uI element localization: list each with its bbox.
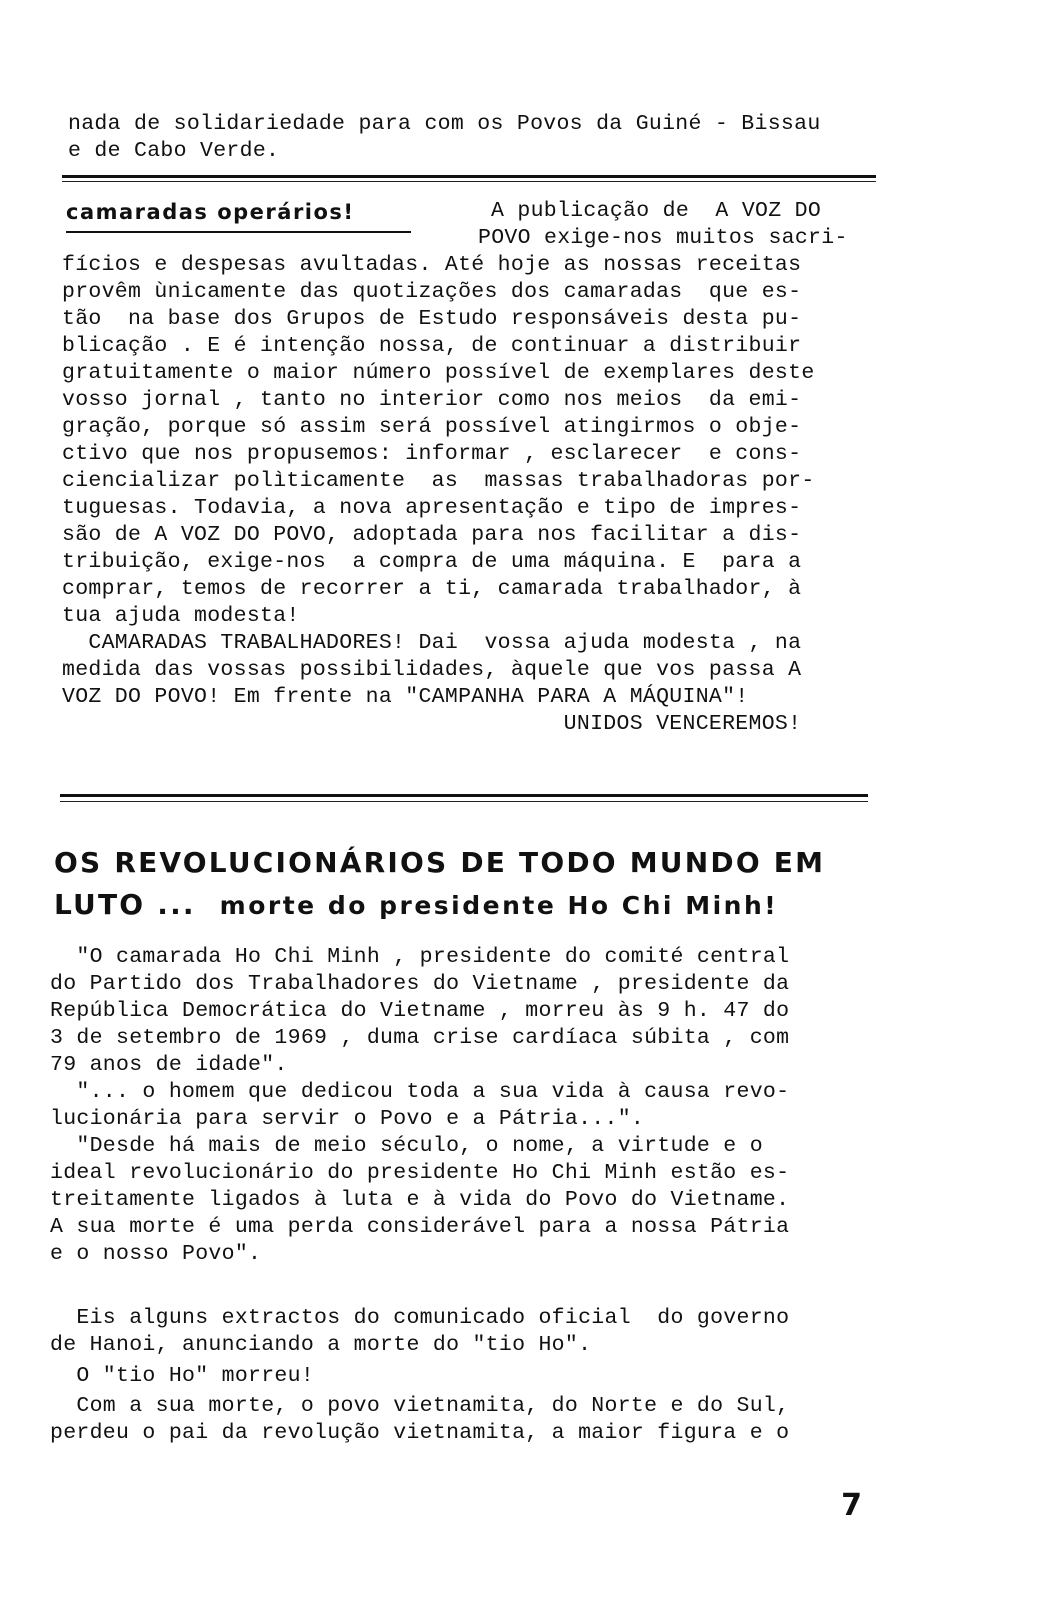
article-line: do Partido dos Trabalhadores do Vietname , presidente da: [50, 972, 790, 996]
article-final: [50, 1393, 789, 1447]
appeal-line: tuguesas. Todavia, a nova apresentação e tipo de impres-: [62, 496, 802, 520]
appeal-line: provêm ùnicamente das quotizações dos camaradas que es-: [62, 280, 802, 304]
intro-line: nada de solidariedade para com os Povos da Guiné - Bissau: [68, 112, 821, 136]
appeal-line: medida das vossas possibilidades, àquele que vos passa A: [62, 658, 802, 682]
article-line: lucionária para servir o Povo e a Pátria...".: [50, 1107, 645, 1131]
article-line: e o nosso Povo".: [50, 1242, 262, 1266]
article-line: "Desde há mais de meio século, o nome, a virtude e o: [50, 1134, 763, 1158]
appeal-line: fícios e despesas avultadas. Até hoje as nossas receitas: [62, 253, 802, 277]
article-line: "O camarada Ho Chi Minh , presidente do comité central: [50, 945, 790, 969]
article-died: [50, 1363, 314, 1390]
page-number: 7: [841, 1488, 862, 1523]
appeal-line: tão na base dos Grupos de Estudo responsáveis desta pu-: [62, 307, 802, 331]
appeal-line: comprar, temos de recorrer a ti, camarada trabalhador, à: [62, 577, 802, 601]
appeal-body: [62, 252, 815, 738]
divider-rule: [60, 794, 868, 797]
article-line: "... o homem que dedicou toda a sua vida à causa revo-: [50, 1080, 790, 1104]
article-headline: OS REVOLUCIONÁRIOS DE TODO MUNDO EM: [54, 846, 826, 879]
intro-paragraph: [68, 111, 821, 165]
divider-rule: [62, 175, 876, 178]
appeal-line: gração, porque só assim será possível atingirmos o obje-: [62, 415, 802, 439]
article-line: A sua morte é uma perda considerável para a nossa Pátria: [50, 1215, 790, 1239]
divider-rule: [60, 801, 868, 802]
appeal-line: ctivo que nos propusemos: informar , esclarecer e cons-: [62, 442, 802, 466]
appeal-line: A publicação de A VOZ DO: [491, 199, 822, 223]
article-headline-lead: LUTO ...: [54, 888, 196, 921]
article-line: República Democrática do Vietname , morreu às 9 h. 47 do: [50, 999, 790, 1023]
appeal-line: tua ajuda modesta!: [62, 604, 300, 628]
appeal-line: vosso jornal , tanto no interior como nos meios da emi-: [62, 388, 802, 412]
article-line: Com a sua morte, o povo vietnamita, do Norte e do Sul,: [50, 1394, 790, 1418]
appeal-line: tribuição, exige-nos a compra de uma máquina. E para a: [62, 550, 802, 574]
article-headline-sub: morte do presidente Ho Chi Minh!: [219, 891, 779, 920]
article-headline-line2: [54, 888, 778, 921]
article-line: de Hanoi, anunciando a morte do "tio Ho".: [50, 1333, 592, 1357]
article-line: treitamente ligados à luta e à vida do Povo do Vietname.: [50, 1188, 790, 1212]
appeal-first-lines: [478, 198, 848, 252]
article-line: 79 anos de idade".: [50, 1053, 288, 1077]
appeal-line: CAMARADAS TRABALHADORES! Dai vossa ajuda modesta , na: [62, 631, 802, 655]
article-extracts: [50, 1305, 789, 1359]
appeal-line: blicação . E é intenção nossa, de continuar a distribuir: [62, 334, 802, 358]
appeal-heading: camaradas operários!: [66, 200, 355, 224]
appeal-line: ciencializar polìticamente as massas trabalhadoras por-: [62, 469, 815, 493]
appeal-line: gratuitamente o maior número possível de exemplares deste: [62, 361, 815, 385]
article-line: O "tio Ho" morreu!: [50, 1364, 315, 1388]
article-line: Eis alguns extractos do comunicado oficial do governo: [50, 1306, 790, 1330]
appeal-line: são de A VOZ DO POVO, adoptada para nos facilitar a dis-: [62, 523, 802, 547]
appeal-line: POVO exige-nos muitos sacri-: [478, 226, 848, 250]
article-line: perdeu o pai da revolução vietnamita, a maior figura e o: [50, 1421, 790, 1445]
intro-line: e de Cabo Verde.: [68, 139, 280, 163]
appeal-heading-underline: [66, 231, 411, 233]
article-line: 3 de setembro de 1969 , duma crise cardíaca súbita , com: [50, 1026, 790, 1050]
article-quote: [50, 944, 789, 1268]
appeal-line: UNIDOS VENCEREMOS!: [62, 712, 802, 736]
divider-rule: [62, 181, 876, 182]
appeal-line: VOZ DO POVO! Em frente na "CAMPANHA PARA A MÁQUINA"!: [62, 685, 749, 709]
article-line: ideal revolucionário do presidente Ho Chi Minh estão es-: [50, 1161, 790, 1185]
